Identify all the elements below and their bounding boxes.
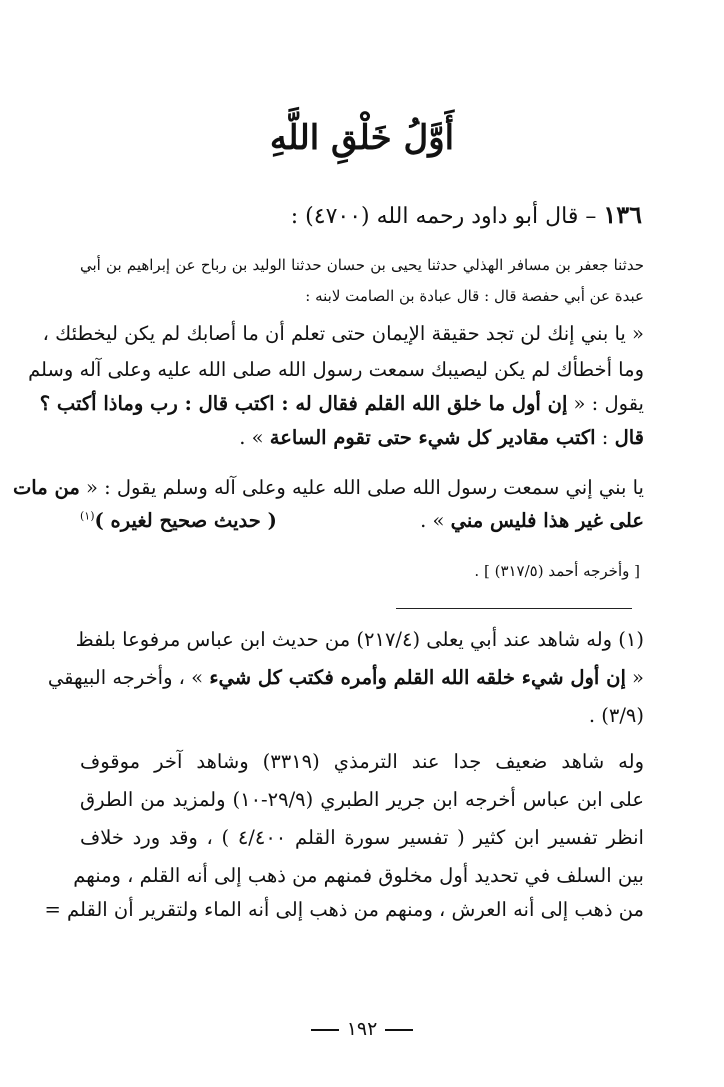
matn-line-2: وما أخطأك لم يكن ليصيبك سمعت رسول الله صلى الله عليه وعلى آله وسلم — [28, 358, 644, 381]
matn-line-3-bold: إن أول ما خلق الله القلم فقال له : اكتب قال : رب وماذا أكتب ؟ — [39, 392, 568, 415]
matn-line-6-end: » . — [420, 509, 451, 532]
matn-line-6 — [420, 509, 644, 532]
footnote-separator — [396, 608, 632, 609]
footnote-line-2-bold: إن أول شيء خلقه الله القلم وأمره فكتب كل شيء — [209, 666, 626, 689]
footnote-line-2-open: « — [625, 666, 644, 689]
matn-line-4-bold: اكتب مقادير كل شيء حتى تقوم الساعة — [269, 426, 596, 449]
matn-line-3-intro: يقول : « — [567, 392, 644, 415]
page-number — [0, 1018, 724, 1040]
hadith-heading — [90, 200, 642, 229]
grade-text: ( حديث صحيح لغيره ) — [94, 509, 277, 532]
matn-line-4-colon: : — [595, 426, 615, 449]
hadith-reference: [ وأخرجه أحمد (٣١٧/٥) ] . — [474, 562, 640, 580]
footnote-marker: (١) — [80, 509, 95, 523]
hadith-number: ١٣٦ — [603, 200, 642, 229]
matn-line-6-bold: على غير هذا فليس مني — [450, 509, 644, 532]
matn-line-4-end: » . — [239, 426, 270, 449]
footnote-line-2 — [47, 666, 644, 689]
matn-line-3 — [39, 392, 644, 415]
hadith-intro: – قال أبو داود رحمه الله (٤٧٠٠) : — [290, 204, 597, 229]
matn-line-5 — [12, 476, 644, 499]
page-number-dash-left — [385, 1029, 413, 1031]
footnote-line-1: (١) وله شاهد عند أبي يعلى (٢١٧/٤) من حديث ابن عباس مرفوعا بلفظ — [75, 628, 644, 651]
isnad-line-1: حدثنا جعفر بن مسافر الهذلي حدثنا يحيى بن حسان حدثنا الوليد بن رباح عن إبراهيم بن أبي — [80, 256, 644, 274]
footnote-line-3: . (٣/٩) — [588, 704, 644, 727]
hadith-grade — [80, 509, 277, 532]
chapter-title: أَوَّلُ خَلْقِ اللَّهِ — [269, 118, 455, 158]
page-number-text: ١٩٢ — [346, 1018, 378, 1040]
matn-line-4 — [80, 426, 644, 449]
matn-line-5-bold: من مات — [12, 476, 80, 499]
matn-line-1: « يا بني إنك لن تجد حقيقة الإيمان حتى تعلم أن ما أصابك لم يكن ليخطئك ، — [42, 322, 644, 345]
matn-line-4-qal: قال — [614, 426, 644, 449]
footnote-para-2-line-5: من ذهب إلى أنه العرش ، ومنهم من ذهب إلى أنه الماء ولتقرير أن القلم = — [44, 898, 644, 921]
footnote-line-2-end: » ، وأخرجه البيهقي — [47, 666, 210, 689]
page-number-dash-right — [311, 1029, 339, 1031]
footnote-para-2-line-2: على ابن عباس أخرجه ابن جرير الطبري (٢٩/٩-١٠) ولمزيد من الطرق — [80, 788, 644, 811]
footnote-para-2-line-3: انظر تفسير ابن كثير ( تفسير سورة القلم ٤/٤٠٠ ) ، وقد ورد خلاف — [80, 826, 644, 849]
matn-line-5-text: يا بني إني سمعت رسول الله صلى الله عليه وعلى آله وسلم يقول : « — [79, 476, 644, 499]
isnad-line-2: عبدة عن أبي حفصة قال : قال عبادة بن الصامت لابنه : — [305, 287, 644, 305]
footnote-para-2-line-4: بين السلف في تحديد أول مخلوق فمنهم من ذهب إلى أنه القلم ، ومنهم — [73, 864, 644, 887]
footnote-para-2-line-1: وله شاهد ضعيف جدا عند الترمذي (٣٣١٩) وشاهد آخر موقوف — [80, 750, 644, 773]
